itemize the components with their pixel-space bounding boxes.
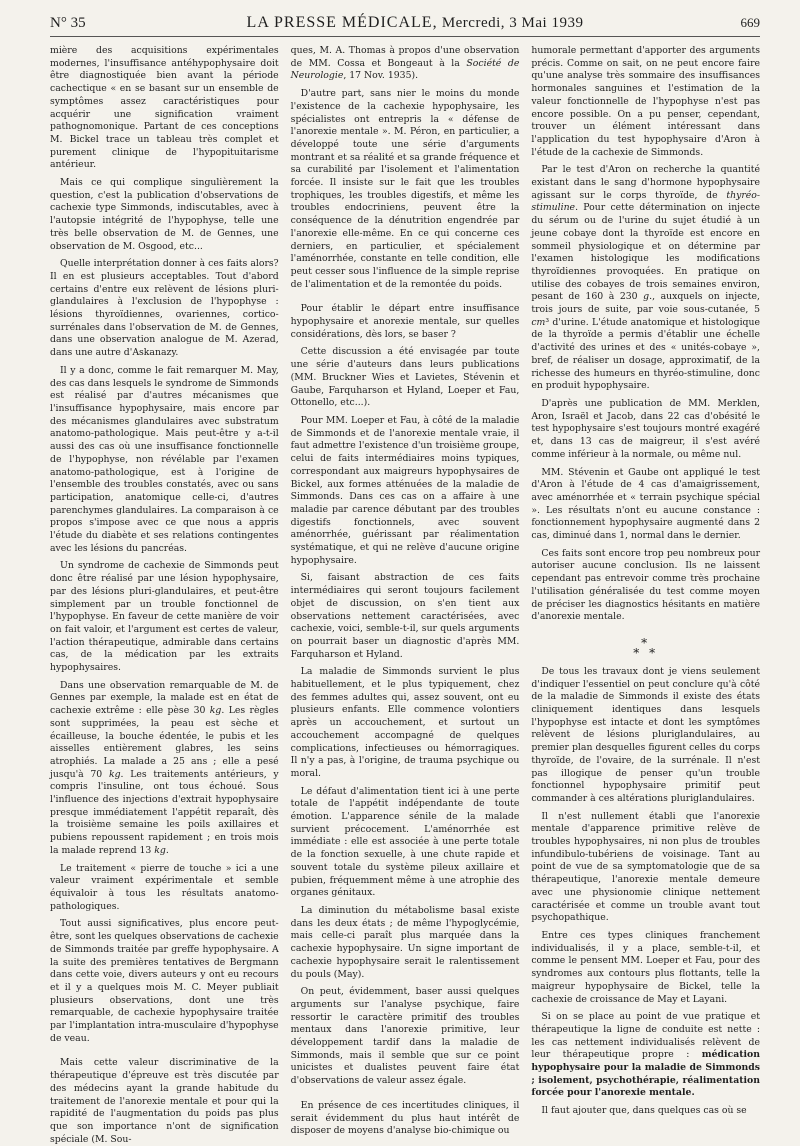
paragraph: ques, M. A. Thomas à propos d'une observation de MM. Cossa et Bongeaut à la Société de Neurologie, 17 Nov. 1935). — [290, 45, 520, 82]
issue-number: N° 35 — [50, 15, 86, 31]
paragraph: De tous les travaux dont je viens seulement d'indiquer l'essentiel on peut conclure qu'à côté de la maladie de Simmonds il existe des états cliniquement identiques dans lesquels l'hypophyse est intacte et dont les symptômes relèvent de lésions pluriglandulaires, au premier plan desquelles figurent celles du corps thyroïde, de l'ovaire, de la surrénale. Il n'est pas illogique de penser qu'un trouble fonctionnel hypophysaire primitif peut commander à ces altérations pluriglandulaires. — [531, 665, 761, 804]
paragraph: mière des acquisitions expérimentales modernes, l'insuffisance antéhypophysaire doit être diagnostiquée bien avant la période cachectique « en se basant sur un ensemble de symptômes assez caractéristiques pour acquérir une signification vraiment pathognomonique. Partant de ces conceptions M. Bickel trace un tableau très complet et purement clinique de l'hypopituitarisme antérieur. — [50, 45, 279, 171]
page-number: 669 — [740, 15, 760, 30]
paragraph: Il y a donc, comme le fait remarquer M. May, des cas dans lesquels le syndrome de Simmonds est réalisé par d'autres mécanismes que l'insuffisance hypophysaire, mais encore par des mécanismes glandulaires avec substratum anatomo-pathologique. Mais peut-être y a-t-il aussi des cas où une insuffisance fonctionnelle de l'hypophyse, non révélable par l'examen anatomo-pathologique, est à l'origine de l'ensemble des troubles constatés, avec ou sans participation, anatomique celle-ci, d'autres parenchymes glandulaires. La comparaison à ce propos s'impose avec ce que nous a appris l'étude du diabète et ses relations contingentes avec les lésions du pancréas. — [50, 364, 279, 554]
paragraph: Un syndrome de cachexie de Simmonds peut donc être réalisé par une lésion hypophysaire, par des lésions pluri-glandulaires, et peut-être simplement par un trouble fonctionnel de l'hypophyse. En faveur de cette manière de voir on fait valoir, et l'argument est certes de valeur, l'action thérapeutique, admirable dans certains cas, de la médication par les extraits hypophysaires. — [50, 560, 279, 674]
paragraph: Le défaut d'alimentation tient ici à une perte totale de l'appétit indépendante de toute émotion. L'apparence sénile de la malade survient précocement. L'aménorrhée est immédiate : elle est associée à une perte totale de la fonction sexuelle, à une chute rapide et souvent totale du système pileux axillaire et pubien, fréquemment même à une atrophie des organes génitaux. — [290, 785, 520, 899]
paragraph: Mais cette valeur discriminative de la thérapeutique d'épreuve est très discutée par des médecins ayant la grande habitude du traitement de l'anorexie mentale et pour qui la rapidité de l'augmentation du poids pas plus que son importance n'ont de signification spéciale (M. Sou- — [50, 1057, 279, 1145]
paragraph: Le traitement « pierre de touche » ici a une valeur vraiment expérimentale et semble équivaloir à tous les résultats anatomo-pathologiques. — [50, 862, 279, 912]
journal-name: LA PRESSE MÉDICALE, — [246, 14, 438, 31]
paragraph: Dans une observation remarquable de M. de Gennes par exemple, la malade est en état de cachexie extrême : elle pèse 30 kg. Les règles sont supprimées, la peau est sèche et écailleuse, la bouche édentée, le pubis et les aisselles entièrement glabres, les seins atrophiés. La malade a 25 ans ; elle a pesé jusqu'à 70 kg. Les traitements antérieurs, y compris l'insuline, ont tous échoué. Sous l'influence des injections d'extrait hypophysaire presque immédiatement l'appétit reparaît, dès la troisième semaine les poils axillaires et pubiens repoussent rapidement ; en trois mois la malade reprend 13 kg. — [50, 679, 279, 856]
paragraph: On peut, évidemment, baser aussi quelques arguments sur l'analyse psychique, faire ressortir le caractère primitif des troubles mentaux dans l'anorexie primitive, leur développement tardif dans la maladie de Simmonds, mais il semble que sur ce point unicistes et dualistes peuvent faire état d'observations de valeur assez égale. — [290, 986, 520, 1087]
paragraph: humorale permettant d'apporter des arguments précis. Comme on sait, on ne peut encore faire qu'une analyse très sommaire des insuffisances hormonales sanguines et l'estimation de la valeur fonctionnelle de l'hypophyse n'est pas encore possible. On a pu penser, cependant, trouver un élément intéressant dans l'application du test hypophysaire d'Aron à l'étude de la cachexie de Simmonds. — [531, 45, 761, 158]
column-right — [531, 45, 761, 1117]
paragraph: Quelle interprétation donner à ces faits alors? Il en est plusieurs acceptables. Tout d'abord certains d'entre eux relèvent de lésions pluri-glandulaires à l'exclusion de l'hypophyse : lésions thyroïdiennes, ovariennes, cortico-surrénales dans l'observation de M. de Gennes, dans une observation analogue de M. Azerad, dans une autre d'Askanazy. — [50, 258, 279, 359]
paragraph: Mais ce qui complique singulièrement la question, c'est la publication d'observations de cachexie type Simmonds, indiscutables, avec à l'autopsie intégrité de l'hypophyse, telle une très belle observation de M. de Gennes, une observation de M. Osgood, etc... — [50, 177, 279, 252]
paragraph: En présence de ces incertitudes cliniques, il serait évidemment du plus haut intérêt de disposer de moyens d'analyse bio-chimique ou — [290, 1099, 520, 1137]
paragraph: La diminution du métabolisme basal existe dans les deux états ; de même l'hypoglycémie, mais celle-ci paraît plus marquée dans la cachexie hypophysaire. Un signe important de cachexie hypophysaire serait le ralentissement du pouls (May). — [290, 905, 520, 980]
paragraph: MM. Stévenin et Gaube ont appliqué le test d'Aron à l'étude de 4 cas d'amaigrissement, avec aménorrhée et « terrain psychique spécial ». Les résultats n'ont eu aucune constance : fonctionnement hypophysaire augmenté dans 2 cas, diminué dans 1, normal dans le dernier. — [531, 466, 761, 542]
paragraph: Il n'est nullement établi que l'anorexie mentale d'apparence primitive relève de troubles hypophysaires, ni non plus de troubles infundibulo-tubériens de voisinage. Tant au point de vue de sa symptomatologie que de sa thérapeutique, l'anorexie mentale demeure avec une physionomie clinique nettement caractérisée et comme un trouble avant tout psychopathique. — [531, 810, 761, 924]
column-left — [50, 45, 279, 1145]
paragraph: La maladie de Simmonds survient le plus habituellement, et le plus typiquement, chez des femmes adultes qui, assez souvent, ont eu plusieurs enfants. Elle commence volontiers après un accouchement, et surtout un accouchement accompagné de quelques complications, infectieuses ou hémorragiques. Il n'y a pas, à l'origine, de trauma psychique ou moral. — [290, 666, 520, 779]
paragraph: Ces faits sont encore trop peu nombreux pour autoriser aucune conclusion. Ils ne laissent cependant pas entrevoir comme très prochaine l'utilisation généralisée du test comme moyen de préciser les diagnostics hésitants en matière d'anorexie mentale. — [531, 547, 761, 623]
section-separator-stars: * * * — [633, 635, 659, 660]
paragraph: Si on se place au point de vue pratique et thérapeutique la ligne de conduite est nette : les cas nettement individualisés relèvent de leur thérapeutique propre : médication hypophysaire pour la maladie de Simmonds ; isolement, psychothérapie, réalimentation forcée pour l'anorexie mentale. — [531, 1011, 761, 1099]
paragraph: D'après une publication de MM. Merklen, Aron, Israël et Jacob, dans 22 cas d'obésité le test hypophysaire s'est toujours montré exagéré et, dans 13 cas de maigreur, il s'est avéré comme inférieur à la normale, ou même nul. — [531, 397, 761, 460]
journal-title-line — [130, 14, 700, 32]
column-middle — [290, 45, 520, 1137]
paragraph: Pour MM. Loeper et Fau, à côté de la maladie de Simmonds et de l'anorexie mentale vraie, il faut admettre l'existence d'un troisième groupe, celui de faits intermédiaires moins typiques, correspondant aux maigreurs hypophysaires de Bickel, aux formes atténuées de la maladie de Simmonds. Dans ces cas on a affaire à une maladie par carence débutant par des troubles digestifs fonctionnels, avec souvent aménorrhée, guérissant par réalimentation systématique, et qui ne relève d'aucune origine hypophysaire. — [290, 414, 520, 566]
running-header — [50, 14, 760, 37]
issue-date: Mercredi, 3 Mai 1939 — [441, 15, 584, 31]
paragraph: D'autre part, sans nier le moins du monde l'existence de la cachexie hypophysaire, les spécialistes ont entrepris la « défense de l'anorexie mentale ». M. Péron, en particulier, a développé toute une série d'arguments montrant et sa réalité et sa grande fréquence et sa curabilité par l'isolement et l'alimentation forcée. Il insiste sur le fait que les troubles trophiques, les troubles digestifs, et même les troubles endocriniens, peuvent être la conséquence de la dénutrition engendrée par l'anorexie elle-même. En ce qui concerne ces derniers, en particulier, et spécialement l'aménorrhée, constante en telle condition, elle peut cesser sous l'influence de la simple reprise de l'alimentation et de la remontée du poids. — [290, 88, 520, 290]
paragraph: Par le test d'Aron on recherche la quantité existant dans le sang d'hormone hypophysaire agissant sur le corps thyroïde, de thyréo-stimuline. Pour cette détermination on injecte du sérum ou de l'urine du sujet étudié à un jeune cobaye dont la thyroïde est encore en sommeil physiologique et on détermine par l'examen histologique les modifications thyroïdiennes provoquées. En pratique on utilise des cobayes de trois semaines environ, pesant de 160 à 230 g., auxquels on injecte, trois jours de suite, par voie sous-cutanée, 5 cm³ d'urine. L'étude anatomique et histologique de la thyroïde a permis d'établir une échelle d'activité des urines et des « unités-cobaye », bref, de réaliser un dosage, approximatif, de la richesse des humeurs en thyréo-stimuline, donc en produit hypophysaire. — [531, 164, 761, 392]
paragraph: Tout aussi significatives, plus encore peut-être, sont les quelques observations de cachexie de Simmonds traitée par greffe hypophysaire. A la suite des premières tentatives de Bergmann dans cette voie, divers auteurs y ont eu recours et il y a quelques mois M. C. Meyer publiait plusieurs observations, dont une très remarquable, de cachexie hypophysaire traitée par l'implantation intra-musculaire d'hypophyse de veau. — [50, 918, 279, 1044]
paragraph: Si, faisant abstraction de ces faits intermédiaires qui seront toujours facilement objet de discussion, on s'en tient aux observations nettement caractérisées, avec cachexie, voici, semble-t-il, sur quels arguments on pourrait baser un diagnostic d'après MM. Farquharson et Hyland. — [290, 572, 520, 660]
paragraph: Cette discussion a été envisagée par toute une série d'auteurs dans leurs publications (MM. Bruckner Wies et Lavietes, Stévenin et Gaube, Farquharson et Hyland, Loeper et Fau, Ottonello, etc...). — [290, 346, 520, 409]
text-columns — [50, 45, 761, 1145]
paragraph: Pour établir le départ entre insuffisance hypophysaire et anorexie mentale, sur quelles considérations, dès lors, se baser ? — [290, 303, 520, 340]
paragraph: Entre ces types cliniques franchement individualisés, il y a place, semble-t-il, et comme le pensent MM. Loeper et Fau, pour des syndromes aux contours plus flottants, telle la maigreur hypophysaire de Bickel, telle la cachexie de croissance de May et Layani. — [531, 930, 761, 1005]
paragraph: Il faut ajouter que, dans quelques cas où se — [541, 1105, 747, 1117]
